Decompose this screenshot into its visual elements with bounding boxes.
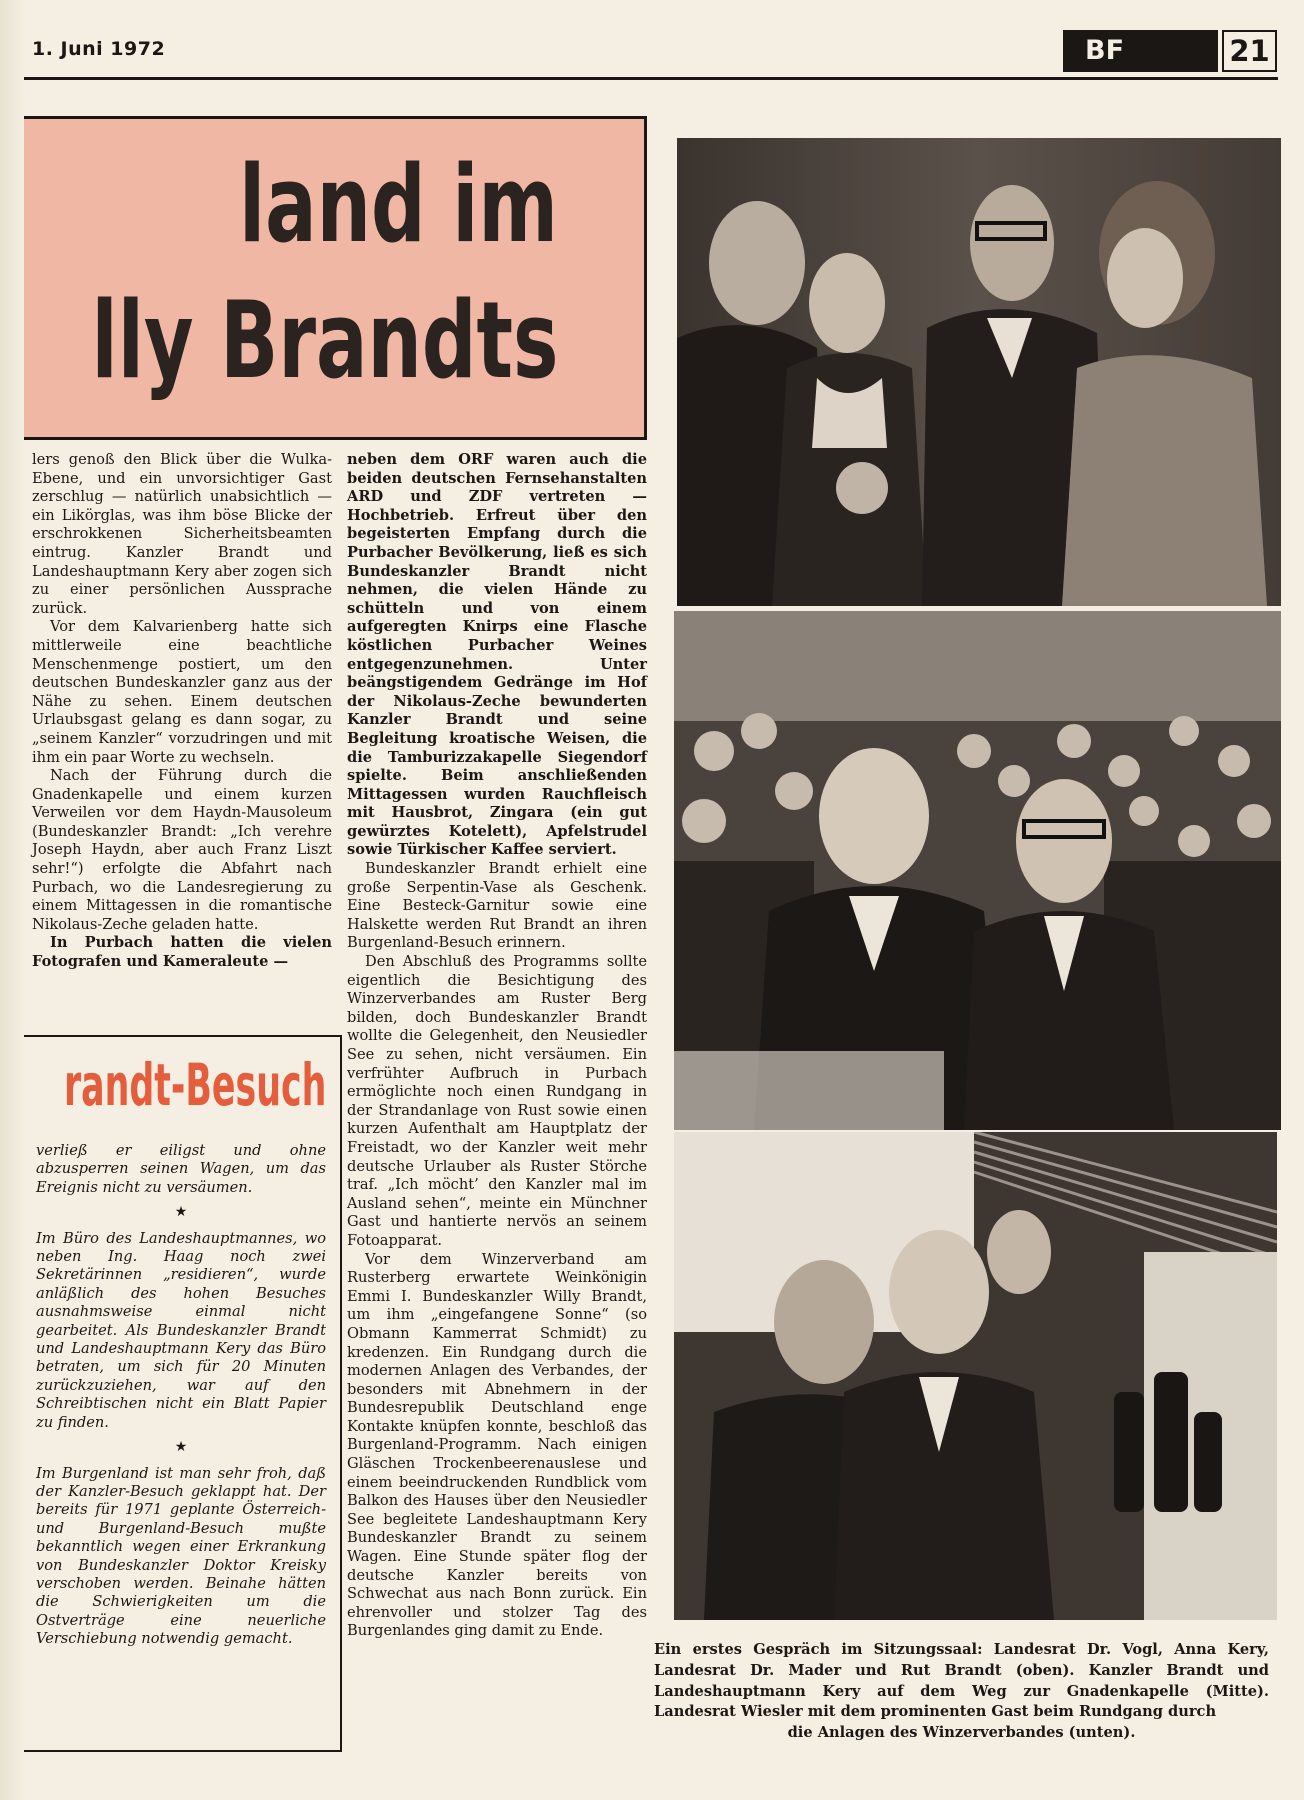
sidebar-paragraph: Im Burgenland ist man sehr froh, daß der Kanzler-Besuch geklappt hat. Der bereits für 1971 geplante Österreich- und Burgenland-Besuch mußte bekanntlich wegen einer Erkrankung von Bundeskanzler Doktor Kreisky verschoben werden. Beinahe hätten die Schwierigkeiten um die Ostverträge eine neuerliche Verschiebung notwendig gemacht. (36, 1464, 326, 1648)
sidebar-box (24, 1035, 342, 1752)
headline-box (24, 116, 647, 440)
paragraph: Bundeskanzler Brandt erhielt eine große Serpentin-Vase als Geschenk. Eine Besteck-Garnitur sowie eine Halskette werden Rut Brandt an ihren Burgenland-Besuch erinnern. (347, 860, 647, 952)
paragraph: Vor dem Kalvarienberg hatte sich mittlerweile eine beachtliche Menschenmenge postiert, um den deutschen Bundeskanzler ganz aus der Nähe zu sehen. Einem deutschen Urlaubsgast gelang es dann sogar, zu „seinem Kanzler“ vorzudringen und mit ihm ein paar Worte zu wechseln. (32, 618, 332, 766)
header-rule (24, 77, 1278, 80)
star-divider-icon: ★ (174, 1204, 188, 1221)
caption-text: Ein erstes Gespräch im Sitzungssaal: Landesrat Dr. Vogl, Anna Kery, Landesrat Dr. Mader und Rut Brandt (oben). Kanzler Brandt und Landeshauptmann Kery auf dem Weg zur Gnadenkapelle (Mitte). Landesrat Wiesler mit dem prominenten Gast beim Rundgang durch (654, 1641, 1269, 1721)
photo-meeting-room (677, 138, 1281, 606)
paragraph-bold: In Purbach hatten die vielen Fotografen und Kameraleute — (32, 934, 332, 971)
headline-line-1: land im (239, 143, 558, 266)
publication-logo: BF (1063, 30, 1218, 72)
photo-crowd (674, 611, 1281, 1130)
star-divider-icon: ★ (174, 1439, 188, 1456)
page-edge (0, 0, 24, 1800)
paragraph: Vor dem Winzerverband am Rusterberg erwartete Weinkönigin Emmi I. Bundeskanzler Willy Brandt, um ihm „eingefangene Sonne“ (so Obmann Kammerrat Schmidt) zu kredenzen. Ein Rundgang durch die modernen Anlagen des Verbandes, der besonders mit Abnehmern in der Bundesrepublik Deutschland enge Kontakte knüpfen konnte, beschloß das Burgenland-Programm. Nach einigen Gläschen Trockenbeerenauslese und einem beeindruckenden Rundblick vom Balkon des Hauses über den Neusiedler See begleitete Landeshauptmann Kery Bundeskanzler Brandt zu seinem Wagen. Eine Stunde später flog der deutsche Kanzler bereits von Schwechat aus nach Bonn zurück. Ein ehrenvoller und stolzer Tag des Burgenlandes ging damit zu Ende. (347, 1250, 647, 1640)
page-number: 21 (1222, 30, 1277, 72)
paragraph-bold: neben dem ORF waren auch die beiden deutschen Fernsehanstalten ARD und ZDF vertreten — Hochbetrieb. Erfreut über den begeisterten Empfang durch die Purbacher Bevölkerung, ließ es sich Bundeskanzler Brandt nicht nehmen, die vielen Hände zu schütteln und von einem aufgeregten Knirps eine Flasche köstlichen Purbacher Weines entgegenzunehmen. Unter beängstigendem Gedränge im Hof der Nikolaus-Zeche bewunderten Kanzler Brandt und seine Begleitung kroatische Weisen, die die Tamburizzakapelle Siegendorf spielte. Beim anschließenden Mittagessen wurden Rauchfleisch mit Hausbrot, Zingara (ein gut gewürztes Kotelett), Apfelstrudel sowie Türkischer Kaffee serviert. (347, 451, 647, 859)
article-column-1 (32, 451, 332, 972)
article-column-2 (347, 451, 647, 1641)
sidebar-title: randt-Besuch (63, 1051, 326, 1119)
paragraph: Den Abschluß des Programms sollte eigentlich die Besichtigung des Winzerverbandes am Ruster Berg bilden, doch Bundeskanzler Brandt wollte die Gelegenheit, den Neusiedler See zu sehen, nicht versäumen. Ein verfrühter Aufbruch in Purbach ermöglichte noch einen Rundgang in der Strandanlage von Rust sowie einen kurzen Aufenthalt am Hauptplatz der Freistadt, wo der Kanzler weit mehr deutsche Urlauber als Ruster Störche traf. „Ich möcht’ den Kanzler mal im Ausland sehen“, meinte ein Münchner Gast und hantierte nervös an seinem Fotoapparat. (347, 953, 647, 1249)
photo-caption (654, 1640, 1269, 1744)
sidebar-paragraph: verließ er eiligst und ohne abzusperren seinen Wagen, um das Ereignis nicht zu versäumen. (36, 1142, 326, 1196)
sidebar-text (36, 1142, 326, 1649)
paragraph: lers genoß den Blick über die Wulka-Ebene, und ein unvorsichtiger Gast zerschlug — natürlich unabsichtlich — ein Likörglas, was ihm böse Blicke der erschrokkenen Sicherheitsbeamten eintrug. Kanzler Brandt und Landeshauptmann Kery aber zogen sich zu einer persönlichen Aussprache zurück. (32, 451, 332, 617)
photo-crowd-image (674, 611, 1281, 1130)
photo-meeting-room-image (677, 138, 1281, 606)
sidebar-paragraph: Im Büro des Landeshauptmannes, wo neben Ing. Haag noch zwei Sekretärinnen „residieren“, wurde anläßlich des hohen Besuches ausnahmsweise einmal nicht gearbeitet. Als Bundeskanzler Brandt und Landeshauptmann Kery das Büro betraten, um sich für 20 Minuten zurückzuziehen, war auf den Schreibtischen nicht ein Blatt Papier zu finden. (36, 1229, 326, 1431)
photo-winery-tour (674, 1132, 1277, 1620)
paragraph: Nach der Führung durch die Gnadenkapelle und einem kurzen Verweilen vor dem Haydn-Mausoleum (Bundeskanzler Brandt: „Ich verehre Joseph Haydn, aber auch Franz Liszt sehr!“) erfolgte die Abfahrt nach Purbach, wo die Landesregierung zu einem Mittagessen in die romantische Nikolaus-Zeche geladen hatte. (32, 767, 332, 933)
caption-last-line: die Anlagen des Winzerverbandes (unten). (787, 1724, 1136, 1742)
photo-winery-tour-image (674, 1132, 1277, 1620)
headline-line-2: lly Brandts (91, 279, 558, 402)
issue-date: 1. Juni 1972 (32, 38, 166, 60)
